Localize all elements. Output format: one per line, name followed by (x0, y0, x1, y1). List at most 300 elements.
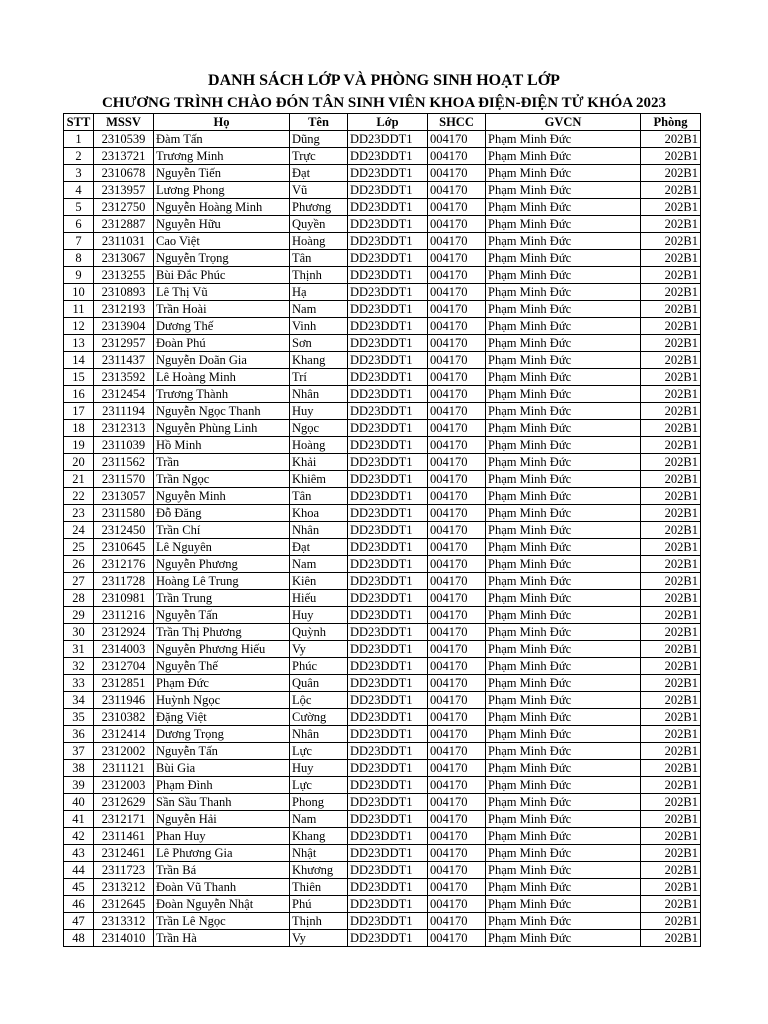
cell-ten: Quỳnh (290, 624, 348, 641)
cell-ho: Nguyễn Tiến (154, 165, 290, 182)
cell-gvcn: Phạm Minh Đức (486, 403, 641, 420)
table-row (64, 420, 701, 437)
cell-mssv: 2312645 (94, 896, 154, 913)
cell-gvcn: Phạm Minh Đức (486, 335, 641, 352)
table-row (64, 522, 701, 539)
cell-lop: DD23DDT1 (348, 301, 428, 318)
cell-ten: Lực (290, 777, 348, 794)
cell-phong: 202B1 (641, 233, 701, 250)
cell-stt: 26 (64, 556, 94, 573)
cell-ho: Hồ Minh (154, 437, 290, 454)
cell-ho: Phạm Đình (154, 777, 290, 794)
cell-stt: 6 (64, 216, 94, 233)
cell-shcc: 004170 (428, 233, 486, 250)
cell-gvcn: Phạm Minh Đức (486, 318, 641, 335)
cell-shcc: 004170 (428, 318, 486, 335)
cell-stt: 21 (64, 471, 94, 488)
cell-ten: Hiếu (290, 590, 348, 607)
table-row (64, 505, 701, 522)
cell-ho: Nguyễn Phương (154, 556, 290, 573)
cell-phong: 202B1 (641, 828, 701, 845)
cell-ten: Huy (290, 403, 348, 420)
cell-stt: 34 (64, 692, 94, 709)
cell-ho: Trần Bá (154, 862, 290, 879)
cell-ho: Nguyễn Ngọc Thanh (154, 403, 290, 420)
cell-ten: Hoàng (290, 437, 348, 454)
cell-shcc: 004170 (428, 267, 486, 284)
cell-stt: 28 (64, 590, 94, 607)
cell-lop: DD23DDT1 (348, 539, 428, 556)
cell-gvcn: Phạm Minh Đức (486, 386, 641, 403)
cell-mssv: 2312629 (94, 794, 154, 811)
cell-gvcn: Phạm Minh Đức (486, 267, 641, 284)
table-row (64, 658, 701, 675)
cell-stt: 5 (64, 199, 94, 216)
cell-mssv: 2311580 (94, 505, 154, 522)
cell-ho: Trương Minh (154, 148, 290, 165)
cell-ho: Nguyễn Hoàng Minh (154, 199, 290, 216)
cell-gvcn: Phạm Minh Đức (486, 505, 641, 522)
table-row (64, 896, 701, 913)
header-lop: Lớp (348, 114, 428, 131)
cell-phong: 202B1 (641, 641, 701, 658)
cell-mssv: 2312003 (94, 777, 154, 794)
cell-phong: 202B1 (641, 726, 701, 743)
cell-stt: 4 (64, 182, 94, 199)
cell-phong: 202B1 (641, 165, 701, 182)
cell-phong: 202B1 (641, 862, 701, 879)
table-row (64, 539, 701, 556)
cell-ho: Bùi Gia (154, 760, 290, 777)
cell-shcc: 004170 (428, 165, 486, 182)
cell-gvcn: Phạm Minh Đức (486, 216, 641, 233)
cell-stt: 42 (64, 828, 94, 845)
cell-stt: 44 (64, 862, 94, 879)
cell-mssv: 2310382 (94, 709, 154, 726)
cell-mssv: 2314010 (94, 930, 154, 947)
cell-lop: DD23DDT1 (348, 267, 428, 284)
cell-stt: 25 (64, 539, 94, 556)
cell-shcc: 004170 (428, 199, 486, 216)
table-row (64, 879, 701, 896)
cell-mssv: 2311562 (94, 454, 154, 471)
cell-gvcn: Phạm Minh Đức (486, 233, 641, 250)
cell-mssv: 2312171 (94, 811, 154, 828)
cell-shcc: 004170 (428, 420, 486, 437)
cell-stt: 18 (64, 420, 94, 437)
cell-lop: DD23DDT1 (348, 386, 428, 403)
cell-phong: 202B1 (641, 284, 701, 301)
cell-gvcn: Phạm Minh Đức (486, 199, 641, 216)
cell-mssv: 2313057 (94, 488, 154, 505)
cell-mssv: 2310893 (94, 284, 154, 301)
table-row (64, 488, 701, 505)
cell-shcc: 004170 (428, 522, 486, 539)
cell-mssv: 2312454 (94, 386, 154, 403)
cell-phong: 202B1 (641, 131, 701, 148)
cell-ten: Phương (290, 199, 348, 216)
cell-mssv: 2312957 (94, 335, 154, 352)
cell-ten: Dũng (290, 131, 348, 148)
cell-phong: 202B1 (641, 488, 701, 505)
table-row (64, 216, 701, 233)
cell-ho: Đoàn Phú (154, 335, 290, 352)
cell-shcc: 004170 (428, 148, 486, 165)
cell-shcc: 004170 (428, 386, 486, 403)
cell-lop: DD23DDT1 (348, 913, 428, 930)
cell-ho: Trần Hoài (154, 301, 290, 318)
cell-shcc: 004170 (428, 658, 486, 675)
table-row (64, 556, 701, 573)
cell-mssv: 2310981 (94, 590, 154, 607)
cell-shcc: 004170 (428, 369, 486, 386)
cell-ten: Vũ (290, 182, 348, 199)
cell-ten: Quyền (290, 216, 348, 233)
cell-shcc: 004170 (428, 607, 486, 624)
cell-stt: 24 (64, 522, 94, 539)
cell-stt: 46 (64, 896, 94, 913)
cell-ho: Cao Việt (154, 233, 290, 250)
cell-ten: Vy (290, 930, 348, 947)
cell-mssv: 2312924 (94, 624, 154, 641)
cell-shcc: 004170 (428, 845, 486, 862)
table-row (64, 403, 701, 420)
table-row (64, 165, 701, 182)
cell-gvcn: Phạm Minh Đức (486, 182, 641, 199)
cell-lop: DD23DDT1 (348, 369, 428, 386)
cell-gvcn: Phạm Minh Đức (486, 590, 641, 607)
cell-ho: Trần Hà (154, 930, 290, 947)
cell-ten: Trực (290, 148, 348, 165)
cell-ho: Trần (154, 454, 290, 471)
cell-ho: Đỗ Đăng (154, 505, 290, 522)
cell-ho: Lê Nguyên (154, 539, 290, 556)
cell-gvcn: Phạm Minh Đức (486, 352, 641, 369)
cell-ten: Khang (290, 828, 348, 845)
cell-ten: Tân (290, 250, 348, 267)
cell-mssv: 2311723 (94, 862, 154, 879)
document-subtitle: CHƯƠNG TRÌNH CHÀO ĐÓN TÂN SINH VIÊN KHOA ĐIỆN-ĐIỆN TỬ KHÓA 2023 (101, 95, 667, 111)
cell-lop: DD23DDT1 (348, 709, 428, 726)
table-row (64, 709, 701, 726)
cell-mssv: 2313312 (94, 913, 154, 930)
cell-ho: Đàm Tấn (154, 131, 290, 148)
cell-shcc: 004170 (428, 131, 486, 148)
cell-shcc: 004170 (428, 539, 486, 556)
cell-phong: 202B1 (641, 607, 701, 624)
cell-shcc: 004170 (428, 301, 486, 318)
cell-gvcn: Phạm Minh Đức (486, 760, 641, 777)
cell-ten: Huy (290, 760, 348, 777)
cell-ten: Kiên (290, 573, 348, 590)
cell-ho: Nguyễn Thế (154, 658, 290, 675)
cell-mssv: 2312750 (94, 199, 154, 216)
cell-stt: 17 (64, 403, 94, 420)
header-stt: STT (64, 114, 94, 131)
cell-ho: Đoàn Vũ Thanh (154, 879, 290, 896)
cell-ten: Hạ (290, 284, 348, 301)
cell-mssv: 2312176 (94, 556, 154, 573)
cell-ho: Lê Thị Vũ (154, 284, 290, 301)
cell-lop: DD23DDT1 (348, 777, 428, 794)
cell-shcc: 004170 (428, 692, 486, 709)
cell-shcc: 004170 (428, 437, 486, 454)
cell-lop: DD23DDT1 (348, 216, 428, 233)
cell-gvcn: Phạm Minh Đức (486, 743, 641, 760)
table-row (64, 471, 701, 488)
cell-ho: Lương Phong (154, 182, 290, 199)
cell-phong: 202B1 (641, 505, 701, 522)
cell-shcc: 004170 (428, 930, 486, 947)
cell-lop: DD23DDT1 (348, 828, 428, 845)
table-row (64, 335, 701, 352)
cell-lop: DD23DDT1 (348, 522, 428, 539)
cell-ten: Phong (290, 794, 348, 811)
table-row (64, 743, 701, 760)
cell-stt: 7 (64, 233, 94, 250)
cell-ho: Trần Thị Phương (154, 624, 290, 641)
cell-phong: 202B1 (641, 743, 701, 760)
cell-stt: 19 (64, 437, 94, 454)
cell-gvcn: Phạm Minh Đức (486, 709, 641, 726)
cell-phong: 202B1 (641, 386, 701, 403)
cell-mssv: 2313957 (94, 182, 154, 199)
cell-lop: DD23DDT1 (348, 794, 428, 811)
cell-ten: Huy (290, 607, 348, 624)
document-title: DANH SÁCH LỚP VÀ PHÒNG SINH HOẠT LỚP (208, 72, 560, 89)
cell-stt: 38 (64, 760, 94, 777)
cell-stt: 8 (64, 250, 94, 267)
cell-shcc: 004170 (428, 743, 486, 760)
cell-ten: Thịnh (290, 267, 348, 284)
class-roster-table (63, 113, 701, 947)
cell-stt: 12 (64, 318, 94, 335)
cell-mssv: 2313592 (94, 369, 154, 386)
cell-ho: Phạm Đức (154, 675, 290, 692)
cell-phong: 202B1 (641, 675, 701, 692)
cell-ho: Nguyễn Minh (154, 488, 290, 505)
cell-lop: DD23DDT1 (348, 811, 428, 828)
cell-mssv: 2311216 (94, 607, 154, 624)
cell-stt: 48 (64, 930, 94, 947)
table-row (64, 369, 701, 386)
cell-ten: Trí (290, 369, 348, 386)
cell-phong: 202B1 (641, 471, 701, 488)
cell-mssv: 2311461 (94, 828, 154, 845)
cell-stt: 32 (64, 658, 94, 675)
cell-phong: 202B1 (641, 760, 701, 777)
cell-shcc: 004170 (428, 335, 486, 352)
cell-gvcn: Phạm Minh Đức (486, 692, 641, 709)
cell-gvcn: Phạm Minh Đức (486, 488, 641, 505)
table-row (64, 182, 701, 199)
cell-lop: DD23DDT1 (348, 182, 428, 199)
table-row (64, 913, 701, 930)
cell-gvcn: Phạm Minh Đức (486, 777, 641, 794)
cell-gvcn: Phạm Minh Đức (486, 454, 641, 471)
cell-stt: 47 (64, 913, 94, 930)
table-row (64, 318, 701, 335)
cell-stt: 2 (64, 148, 94, 165)
cell-phong: 202B1 (641, 420, 701, 437)
cell-ten: Nhật (290, 845, 348, 862)
cell-ten: Tân (290, 488, 348, 505)
cell-lop: DD23DDT1 (348, 743, 428, 760)
cell-shcc: 004170 (428, 488, 486, 505)
cell-phong: 202B1 (641, 573, 701, 590)
cell-gvcn: Phạm Minh Đức (486, 573, 641, 590)
cell-gvcn: Phạm Minh Đức (486, 437, 641, 454)
cell-gvcn: Phạm Minh Đức (486, 148, 641, 165)
cell-ho: Trương Thành (154, 386, 290, 403)
cell-shcc: 004170 (428, 879, 486, 896)
cell-phong: 202B1 (641, 896, 701, 913)
cell-gvcn: Phạm Minh Đức (486, 675, 641, 692)
table-row (64, 590, 701, 607)
cell-lop: DD23DDT1 (348, 641, 428, 658)
cell-phong: 202B1 (641, 845, 701, 862)
cell-ho: Trần Ngọc (154, 471, 290, 488)
cell-ho: Huỳnh Ngọc (154, 692, 290, 709)
cell-gvcn: Phạm Minh Đức (486, 862, 641, 879)
cell-lop: DD23DDT1 (348, 658, 428, 675)
cell-ten: Đạt (290, 539, 348, 556)
cell-stt: 14 (64, 352, 94, 369)
cell-stt: 20 (64, 454, 94, 471)
cell-ho: Trần Chí (154, 522, 290, 539)
cell-gvcn: Phạm Minh Đức (486, 641, 641, 658)
cell-mssv: 2310645 (94, 539, 154, 556)
cell-lop: DD23DDT1 (348, 148, 428, 165)
cell-phong: 202B1 (641, 913, 701, 930)
cell-ten: Phú (290, 896, 348, 913)
table-row (64, 726, 701, 743)
cell-mssv: 2313067 (94, 250, 154, 267)
cell-shcc: 004170 (428, 726, 486, 743)
cell-phong: 202B1 (641, 250, 701, 267)
cell-ten: Thiên (290, 879, 348, 896)
cell-lop: DD23DDT1 (348, 403, 428, 420)
cell-lop: DD23DDT1 (348, 845, 428, 862)
table-row (64, 148, 701, 165)
table-row (64, 760, 701, 777)
cell-mssv: 2312461 (94, 845, 154, 862)
cell-shcc: 004170 (428, 675, 486, 692)
cell-stt: 22 (64, 488, 94, 505)
cell-lop: DD23DDT1 (348, 573, 428, 590)
table-row (64, 828, 701, 845)
cell-ten: Nhân (290, 726, 348, 743)
table-row (64, 641, 701, 658)
cell-shcc: 004170 (428, 913, 486, 930)
cell-lop: DD23DDT1 (348, 437, 428, 454)
cell-stt: 16 (64, 386, 94, 403)
cell-shcc: 004170 (428, 811, 486, 828)
cell-shcc: 004170 (428, 590, 486, 607)
cell-gvcn: Phạm Minh Đức (486, 930, 641, 947)
table-body (64, 131, 701, 947)
cell-ten: Khang (290, 352, 348, 369)
cell-lop: DD23DDT1 (348, 352, 428, 369)
cell-ten: Nam (290, 556, 348, 573)
table-row (64, 233, 701, 250)
table-row (64, 386, 701, 403)
cell-phong: 202B1 (641, 794, 701, 811)
cell-phong: 202B1 (641, 369, 701, 386)
cell-gvcn: Phạm Minh Đức (486, 607, 641, 624)
cell-ten: Nhân (290, 386, 348, 403)
cell-ho: Nguyễn Phương Hiếu (154, 641, 290, 658)
cell-stt: 36 (64, 726, 94, 743)
cell-ten: Lực (290, 743, 348, 760)
cell-mssv: 2312313 (94, 420, 154, 437)
cell-ten: Quân (290, 675, 348, 692)
table-row (64, 777, 701, 794)
cell-lop: DD23DDT1 (348, 199, 428, 216)
cell-gvcn: Phạm Minh Đức (486, 420, 641, 437)
cell-phong: 202B1 (641, 454, 701, 471)
cell-shcc: 004170 (428, 216, 486, 233)
cell-ten: Khoa (290, 505, 348, 522)
cell-lop: DD23DDT1 (348, 250, 428, 267)
table-row (64, 454, 701, 471)
cell-phong: 202B1 (641, 590, 701, 607)
cell-ten: Đạt (290, 165, 348, 182)
cell-mssv: 2312002 (94, 743, 154, 760)
cell-phong: 202B1 (641, 352, 701, 369)
cell-ten: Thịnh (290, 913, 348, 930)
cell-mssv: 2311194 (94, 403, 154, 420)
table-row (64, 607, 701, 624)
cell-stt: 9 (64, 267, 94, 284)
cell-lop: DD23DDT1 (348, 233, 428, 250)
cell-mssv: 2311437 (94, 352, 154, 369)
cell-lop: DD23DDT1 (348, 862, 428, 879)
cell-stt: 23 (64, 505, 94, 522)
cell-lop: DD23DDT1 (348, 420, 428, 437)
cell-phong: 202B1 (641, 267, 701, 284)
table-row (64, 437, 701, 454)
cell-phong: 202B1 (641, 335, 701, 352)
cell-shcc: 004170 (428, 505, 486, 522)
cell-phong: 202B1 (641, 930, 701, 947)
header-ho: Họ (154, 114, 290, 131)
cell-ten: Vinh (290, 318, 348, 335)
cell-lop: DD23DDT1 (348, 692, 428, 709)
cell-ten: Hoàng (290, 233, 348, 250)
cell-stt: 10 (64, 284, 94, 301)
cell-shcc: 004170 (428, 709, 486, 726)
cell-stt: 31 (64, 641, 94, 658)
cell-stt: 1 (64, 131, 94, 148)
cell-stt: 45 (64, 879, 94, 896)
cell-mssv: 2311946 (94, 692, 154, 709)
cell-ten: Sơn (290, 335, 348, 352)
cell-mssv: 2311031 (94, 233, 154, 250)
cell-mssv: 2312851 (94, 675, 154, 692)
cell-gvcn: Phạm Minh Đức (486, 879, 641, 896)
cell-gvcn: Phạm Minh Đức (486, 301, 641, 318)
cell-ho: Đặng Việt (154, 709, 290, 726)
cell-stt: 33 (64, 675, 94, 692)
cell-ho: Nguyễn Tấn (154, 607, 290, 624)
table-row (64, 199, 701, 216)
cell-ho: Hoàng Lê Trung (154, 573, 290, 590)
cell-phong: 202B1 (641, 318, 701, 335)
header-mssv: MSSV (94, 114, 154, 131)
cell-lop: DD23DDT1 (348, 760, 428, 777)
cell-ten: Nam (290, 301, 348, 318)
